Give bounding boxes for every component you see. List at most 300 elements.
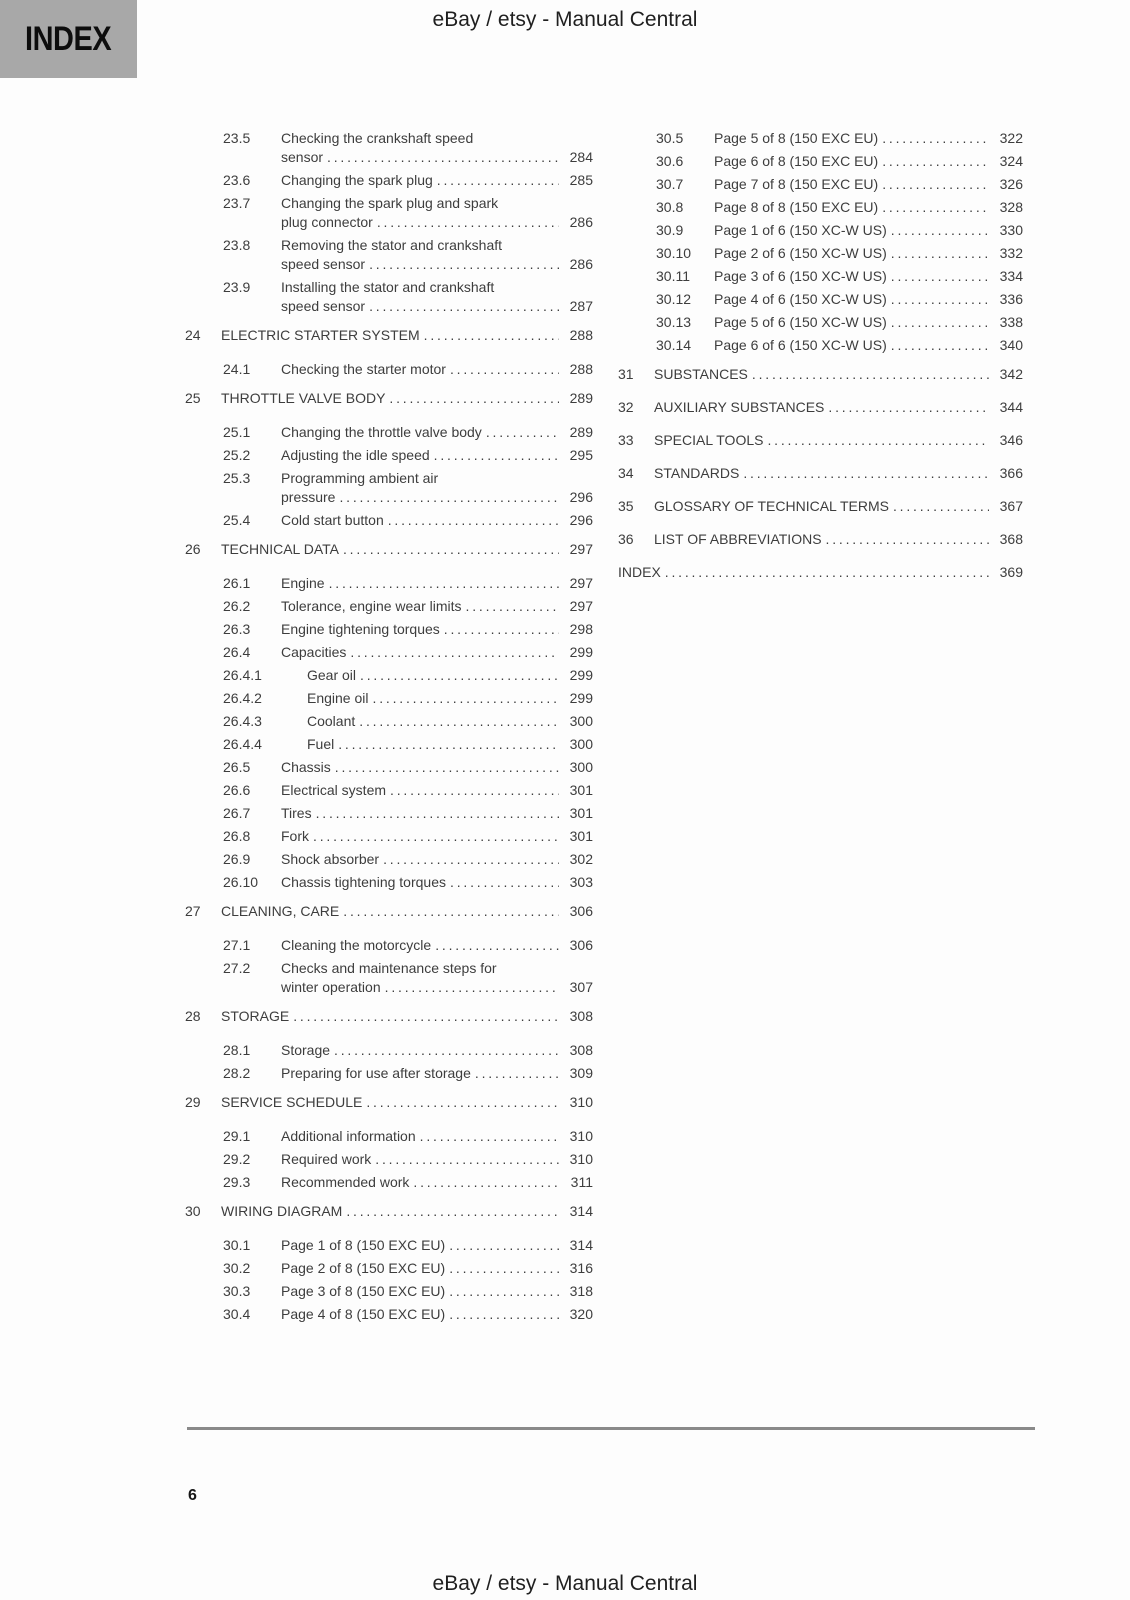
toc-entry-page: 368 (999, 531, 1023, 547)
toc-entry (185, 1150, 593, 1169)
toc-entry-page: 338 (999, 314, 1023, 330)
toc-entry-title: Checking the starter motor (281, 361, 446, 377)
toc-entry-number: 32 (618, 399, 634, 415)
toc-entry-title-line: Removing the stator and crankshaft (281, 237, 503, 253)
toc-entry (185, 620, 593, 639)
toc-entry (185, 758, 593, 777)
toc-entry-last-line (281, 297, 593, 316)
toc-entry (618, 497, 1023, 516)
toc-entry-body (221, 389, 593, 408)
toc-entry-last-line (281, 446, 593, 465)
toc-entry (618, 398, 1023, 417)
toc-entry-number: 30.10 (656, 245, 692, 261)
toc-entry-body (307, 666, 593, 685)
dotted-leader (882, 198, 989, 217)
toc-entry-page: 346 (999, 432, 1023, 448)
toc-entry-page: 328 (999, 199, 1023, 215)
toc-entry-last-line (281, 1041, 593, 1060)
toc-entry-body (618, 563, 1023, 582)
toc-entry-body (714, 267, 1023, 286)
toc-entry-number: 30.7 (656, 176, 684, 192)
toc-entry-body (281, 1282, 593, 1301)
toc-entry-title: Tolerance, engine wear limits (281, 598, 462, 614)
toc-entry-page: 296 (569, 489, 593, 505)
toc-entry-number: 35 (618, 498, 634, 514)
toc-entry-body (281, 850, 593, 869)
dotted-leader (360, 666, 559, 685)
dotted-leader (335, 758, 559, 777)
dotted-leader (767, 431, 989, 450)
toc-entry-title-line: Checking the crankshaft speed (281, 130, 474, 146)
toc-entry-body (281, 423, 593, 442)
toc-entry-page: 332 (999, 245, 1023, 261)
dotted-leader (891, 290, 989, 309)
toc-entry (185, 827, 593, 846)
toc-entry-title: Tires (281, 805, 312, 821)
toc-entry (618, 244, 1023, 263)
toc-entry-number: 30.11 (656, 268, 690, 284)
dotted-leader (893, 497, 989, 516)
toc-entry (185, 129, 593, 167)
toc-entry-last-line (281, 758, 593, 777)
toc-entry-number: 26.4.2 (223, 690, 262, 706)
toc-entry-number: 28.2 (223, 1065, 251, 1081)
toc-entry-page: 297 (569, 541, 593, 557)
toc-entry-page: 310 (569, 1151, 593, 1167)
toc-entry-last-line (281, 1173, 593, 1192)
toc-entry-body (281, 511, 593, 530)
toc-entry (185, 236, 593, 274)
toc-entry-body (281, 620, 593, 639)
toc-entry-last-line (618, 563, 1023, 582)
toc-entry (185, 1282, 593, 1301)
toc-entry (618, 365, 1023, 384)
toc-entry-body (714, 336, 1023, 355)
dotted-leader (350, 643, 559, 662)
toc-entry (185, 781, 593, 800)
toc-entry (185, 873, 593, 892)
toc-entry-number: 25.1 (223, 424, 251, 440)
dotted-leader (891, 313, 989, 332)
header-watermark: eBay / etsy - Manual Central (432, 8, 698, 31)
toc-entry-title: Page 2 of 8 (150 EXC EU) (281, 1260, 446, 1276)
toc-entry-number: 23.7 (223, 195, 251, 211)
toc-entry-body (714, 290, 1023, 309)
toc-entry-title: SPECIAL TOOLS (654, 432, 764, 448)
toc-entry-number: 26.4.3 (223, 713, 262, 729)
toc-entry-title: Page 7 of 8 (150 EXC EU) (714, 176, 879, 192)
toc-entry (185, 1173, 593, 1192)
toc-entry-title: Changing the spark plug (281, 172, 433, 188)
dotted-leader (343, 902, 559, 921)
toc-entry-number: 30.2 (223, 1260, 251, 1276)
toc-entry (185, 540, 593, 559)
toc-entry-number: 29.1 (223, 1128, 251, 1144)
dotted-leader (826, 530, 989, 549)
toc-entry-body (307, 689, 593, 708)
toc-entry (185, 1236, 593, 1255)
toc-entry-last-line (281, 255, 593, 274)
toc-entry-title: plug connector (281, 214, 373, 230)
toc-entry-last-line (221, 326, 593, 345)
dotted-leader (444, 620, 559, 639)
toc-entry (618, 175, 1023, 194)
toc-entry-title: Engine oil (307, 690, 369, 706)
toc-entry-last-line (281, 511, 593, 530)
dotted-leader (466, 597, 559, 616)
toc-entry-page: 318 (569, 1283, 593, 1299)
toc-entry-last-line (714, 313, 1023, 332)
toc-entry-page: 344 (999, 399, 1023, 415)
toc-entry-number: 26.7 (223, 805, 251, 821)
toc-entry-number: 26.9 (223, 851, 251, 867)
toc-entry-title: Page 2 of 6 (150 XC-W US) (714, 245, 887, 261)
toc-entry (185, 597, 593, 616)
toc-entry-title: INDEX (618, 564, 661, 580)
toc-entry-last-line (281, 804, 593, 823)
toc-entry-last-line (281, 1127, 593, 1146)
toc-entry-page: 302 (569, 851, 593, 867)
toc-entry-title: Adjusting the idle speed (281, 447, 430, 463)
toc-entry (185, 1041, 593, 1060)
toc-entry-page: 296 (569, 512, 593, 528)
toc-entry-last-line (281, 213, 593, 232)
toc-entry-number: 30.1 (223, 1237, 251, 1253)
toc-entry-number: 30.9 (656, 222, 684, 238)
toc-entry-last-line (281, 597, 593, 616)
dotted-leader (450, 360, 559, 379)
toc-entry-title: speed sensor (281, 256, 366, 272)
toc-entry-title: CLEANING, CARE (221, 903, 340, 919)
toc-entry-body (221, 1007, 593, 1026)
toc-entry-page: 324 (999, 153, 1023, 169)
toc-entry-number: 23.6 (223, 172, 251, 188)
toc-entry-number: 25.4 (223, 512, 251, 528)
toc-entry (618, 152, 1023, 171)
toc-entry-body (281, 469, 593, 507)
toc-entry-last-line (714, 175, 1023, 194)
toc-entry-title: AUXILIARY SUBSTANCES (654, 399, 825, 415)
toc-entry-title: Chassis tightening torques (281, 874, 446, 890)
toc-entry-page: 288 (569, 327, 593, 343)
toc-entry-last-line (654, 530, 1023, 549)
toc-entry-number: 29.2 (223, 1151, 251, 1167)
toc-entry-number: 30.12 (656, 291, 692, 307)
toc-entry-body (654, 464, 1023, 483)
toc-entry (185, 511, 593, 530)
toc-entry-title: STORAGE (221, 1008, 290, 1024)
toc-entry-body (281, 446, 593, 465)
dotted-leader (882, 129, 989, 148)
dotted-leader (449, 1282, 559, 1301)
toc-entry-page: 309 (569, 1065, 593, 1081)
toc-entry-body (221, 1093, 593, 1112)
toc-entry-title: STANDARDS (654, 465, 740, 481)
toc-entry (618, 221, 1023, 240)
toc-entry-title: Page 5 of 6 (150 XC-W US) (714, 314, 887, 330)
toc-entry-body (307, 735, 593, 754)
dotted-leader (828, 398, 989, 417)
toc-entry-title: Fork (281, 828, 309, 844)
toc-entry-title: Preparing for use after storage (281, 1065, 471, 1081)
toc-entry-page: 289 (569, 390, 593, 406)
toc-entry-title: Recommended work (281, 1174, 410, 1190)
toc-entry-page: 314 (569, 1203, 593, 1219)
toc-entry-title: pressure (281, 489, 336, 505)
toc-entry-last-line (281, 423, 593, 442)
toc-entry-page: 308 (569, 1008, 593, 1024)
toc-entry-number: 25.2 (223, 447, 251, 463)
dotted-leader (369, 297, 559, 316)
toc-entry-title: winter operation (281, 979, 381, 995)
toc-entry-title: Cleaning the motorcycle (281, 937, 432, 953)
dotted-leader (486, 423, 559, 442)
toc-entry-number: 33 (618, 432, 634, 448)
dotted-leader (752, 365, 989, 384)
toc-entry-number: 26.6 (223, 782, 251, 798)
toc-entry-page: 297 (569, 575, 593, 591)
toc-entry-body (281, 873, 593, 892)
toc-entry-page: 288 (569, 361, 593, 377)
toc-entry-body (281, 781, 593, 800)
toc-entry-number: 26.5 (223, 759, 251, 775)
toc-entry (618, 563, 1023, 582)
toc-entry-number: 26 (185, 541, 201, 557)
toc-entry (185, 326, 593, 345)
toc-entry-number: 26.4.4 (223, 736, 262, 752)
toc-entry-page: 336 (999, 291, 1023, 307)
toc-entry-page: 366 (999, 465, 1023, 481)
dotted-leader (891, 267, 989, 286)
toc-entry-last-line (221, 902, 593, 921)
toc-entry-body (281, 1236, 593, 1255)
toc-entry-body (281, 1127, 593, 1146)
toc-entry-body (281, 574, 593, 593)
toc-entry-page: 311 (570, 1174, 593, 1190)
toc-entry-last-line (281, 171, 593, 190)
toc-entry-body (281, 1173, 593, 1192)
toc-entry-last-line (714, 267, 1023, 286)
dotted-leader (891, 244, 989, 263)
dotted-leader (338, 735, 559, 754)
toc-entry-last-line (281, 148, 593, 167)
toc-entry-number: 23.9 (223, 279, 251, 295)
toc-entry-last-line (281, 1305, 593, 1324)
toc-entry-last-line (281, 1150, 593, 1169)
footer-divider (187, 1427, 1035, 1430)
toc-entry-number: 30.3 (223, 1283, 251, 1299)
toc-entry-page: 320 (569, 1306, 593, 1322)
toc-entry-page: 295 (569, 447, 593, 463)
toc-entry-last-line (281, 1282, 593, 1301)
toc-entry (185, 1202, 593, 1221)
footer-watermark: eBay / etsy - Manual Central (432, 1572, 698, 1595)
toc-entry-title: SUBSTANCES (654, 366, 748, 382)
toc-entry-last-line (714, 129, 1023, 148)
toc-entry-title: LIST OF ABBREVIATIONS (654, 531, 822, 547)
toc-entry-body (714, 129, 1023, 148)
toc-entry-title: WIRING DIAGRAM (221, 1203, 343, 1219)
dotted-leader (377, 213, 559, 232)
toc-entry-page: 284 (569, 149, 593, 165)
toc-entry-title: Additional information (281, 1128, 416, 1144)
toc-entry-page: 289 (569, 424, 593, 440)
toc-entry-title: Capacities (281, 644, 347, 660)
toc-entry-body (714, 313, 1023, 332)
toc-entry-body (654, 431, 1023, 450)
toc-entry-title: Electrical system (281, 782, 387, 798)
dotted-leader (891, 336, 989, 355)
toc-entry (185, 959, 593, 997)
toc-entry (185, 1093, 593, 1112)
toc-entry-page: 300 (569, 713, 593, 729)
toc-entry-body (281, 278, 593, 316)
toc-entry (185, 1305, 593, 1324)
toc-entry-title: Page 6 of 8 (150 EXC EU) (714, 153, 879, 169)
dotted-leader (434, 446, 559, 465)
toc-entry-page: 300 (569, 759, 593, 775)
dotted-leader (449, 1305, 559, 1324)
dotted-leader (293, 1007, 559, 1026)
toc-entry-number: 27.2 (223, 960, 251, 976)
dotted-leader (882, 152, 989, 171)
toc-entry (185, 666, 593, 685)
toc-entry-body (281, 959, 593, 997)
toc-entry-page: 285 (569, 172, 593, 188)
toc-entry-number: 26.2 (223, 598, 251, 614)
toc-entry-number: 23.5 (223, 130, 251, 146)
toc-entry-last-line (714, 198, 1023, 217)
toc-entry-title: Page 1 of 6 (150 XC-W US) (714, 222, 887, 238)
toc-entry-number: 31 (618, 366, 634, 382)
toc-entry-last-line (281, 781, 593, 800)
toc-entry-body (281, 1064, 593, 1083)
dotted-leader (359, 712, 559, 731)
toc-entry (185, 360, 593, 379)
dotted-leader (369, 255, 559, 274)
toc-entry-body (281, 194, 593, 232)
toc-entry (185, 643, 593, 662)
dotted-leader (390, 781, 559, 800)
toc-entry-title: speed sensor (281, 298, 366, 314)
dotted-leader (316, 804, 559, 823)
toc-entry-number: 24 (185, 327, 201, 343)
toc-entry-body (281, 129, 593, 167)
toc-entry-last-line (654, 431, 1023, 450)
toc-entry-number: 29.3 (223, 1174, 251, 1190)
toc-entry-body (281, 936, 593, 955)
toc-entry-title: Coolant (307, 713, 356, 729)
toc-entry-page: 299 (569, 690, 593, 706)
toc-entry-title-line: Installing the stator and crankshaft (281, 279, 495, 295)
toc-entry-title: Page 3 of 6 (150 XC-W US) (714, 268, 887, 284)
toc-entry-title: ELECTRIC STARTER SYSTEM (221, 327, 420, 343)
toc-entry-number: 25.3 (223, 470, 251, 486)
toc-entry-body (281, 171, 593, 190)
toc-entry-last-line (281, 1064, 593, 1083)
toc-entry-page: 300 (569, 736, 593, 752)
toc-entry-page: 369 (999, 564, 1023, 580)
toc-entry-number: 30.4 (223, 1306, 251, 1322)
toc-entry-last-line (281, 360, 593, 379)
toc-entry-title: Chassis (281, 759, 331, 775)
toc-entry-page: 334 (999, 268, 1023, 284)
dotted-leader (420, 1127, 559, 1146)
toc-entry-last-line (307, 712, 593, 731)
toc-entry-number: 26.1 (223, 575, 251, 591)
toc-entry-page: 308 (569, 1042, 593, 1058)
toc-entry-last-line (281, 1259, 593, 1278)
toc-entry-body (281, 1259, 593, 1278)
toc-entry-title: Storage (281, 1042, 331, 1058)
toc-entry-number: 26.8 (223, 828, 251, 844)
toc-entry-last-line (714, 152, 1023, 171)
dotted-leader (424, 326, 559, 345)
toc-entry-last-line (281, 873, 593, 892)
dotted-leader (366, 1093, 559, 1112)
dotted-leader (449, 1236, 559, 1255)
toc-entry-page: 299 (569, 644, 593, 660)
toc-entry-body (281, 804, 593, 823)
toc-entry-body (221, 902, 593, 921)
toc-entry-body (307, 712, 593, 731)
toc-entry-page: 298 (569, 621, 593, 637)
toc-entry-last-line (281, 488, 593, 507)
toc-entry (185, 1259, 593, 1278)
toc-entry-title: Page 5 of 8 (150 EXC EU) (714, 130, 879, 146)
toc-entry (185, 278, 593, 316)
toc-entry-number: 26.3 (223, 621, 251, 637)
toc-entry-page: 286 (569, 214, 593, 230)
toc-entry (185, 735, 593, 754)
toc-entry-body (654, 398, 1023, 417)
toc-entry-number: 28.1 (223, 1042, 251, 1058)
toc-entry (618, 313, 1023, 332)
toc-entry-number: 30.6 (656, 153, 684, 169)
toc-entry-last-line (281, 850, 593, 869)
toc-entry-title-line: Programming ambient air (281, 470, 439, 486)
toc-column-right (618, 129, 1023, 597)
toc-entry-page: 340 (999, 337, 1023, 353)
dotted-leader (665, 563, 989, 582)
toc-entry-body (654, 365, 1023, 384)
toc-entry (185, 469, 593, 507)
toc-entry-last-line (281, 574, 593, 593)
toc-entry-number: 28 (185, 1008, 201, 1024)
toc-entry-body (714, 175, 1023, 194)
toc-entry-body (281, 597, 593, 616)
toc-entry-last-line (281, 620, 593, 639)
dotted-leader (375, 1150, 559, 1169)
dotted-leader (449, 1259, 559, 1278)
toc-entry-page: 322 (999, 130, 1023, 146)
toc-entry-title: TECHNICAL DATA (221, 541, 339, 557)
dotted-leader (385, 978, 559, 997)
toc-entry-body (714, 221, 1023, 240)
toc-entry-number: 30.14 (656, 337, 692, 353)
toc-entry-body (654, 497, 1023, 516)
toc-entry-number: 34 (618, 465, 634, 481)
dotted-leader (327, 148, 559, 167)
toc-entry-last-line (654, 365, 1023, 384)
toc-entry-title-line: Checks and maintenance steps for (281, 960, 497, 976)
toc-entry-page: 301 (569, 782, 593, 798)
toc-entry-page: 306 (569, 937, 593, 953)
toc-entry (618, 267, 1023, 286)
toc-entry-number: 29 (185, 1094, 201, 1110)
dotted-leader (437, 171, 559, 190)
toc-entry-body (714, 198, 1023, 217)
